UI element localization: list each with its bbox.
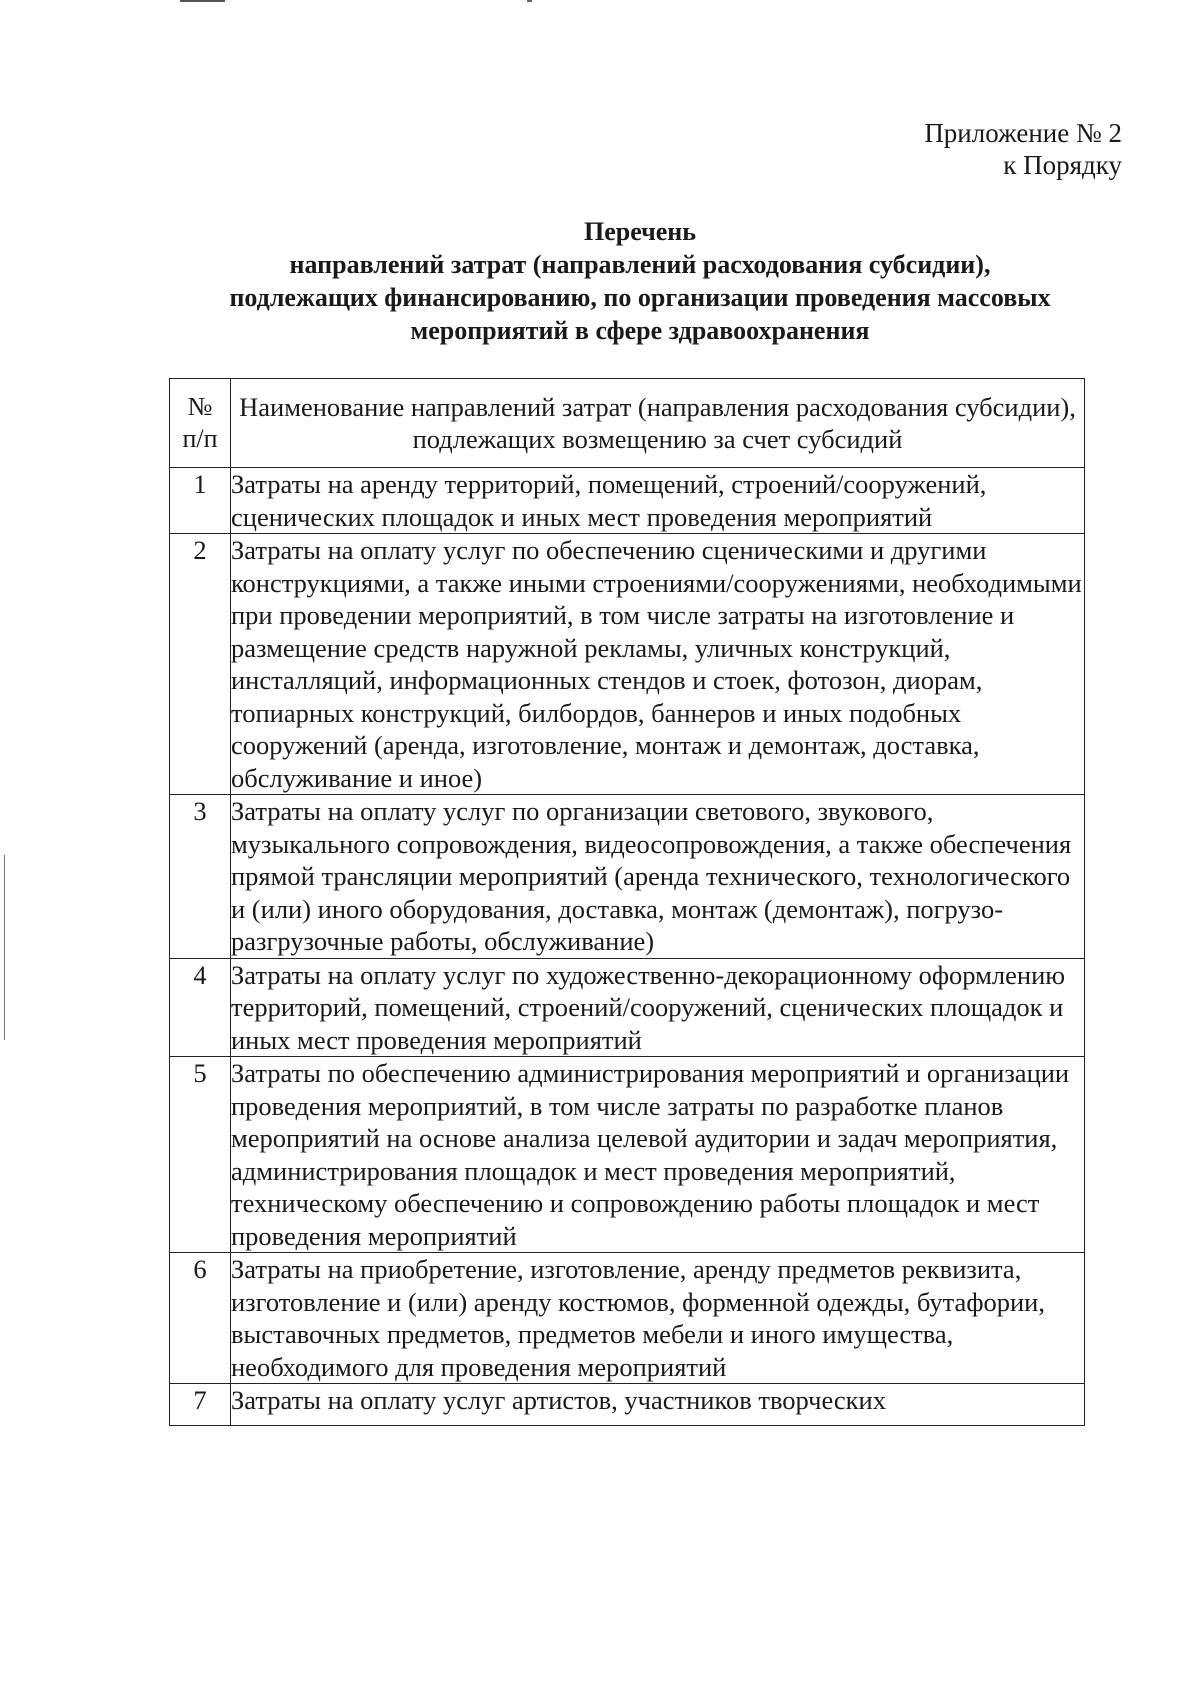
row-text: Затраты по обеспечению администрирования мероприятий и организации проведения мероприятий, в том числе затраты по разработке планов мероприятий на основе анализа целевой аудитории и задач мероприятия, администрирования площадок и мест проведения мероприятий, техническому обеспечению и сопровождению работы площадок и мест проведения мероприятий: [231, 1057, 1085, 1253]
row-text: Затраты на оплату услуг по художественно-декорационному оформлению территорий, помещений, строений/сооружений, сценических площадок и иных мест проведения мероприятий: [231, 958, 1085, 1057]
document-title: [160, 215, 1120, 347]
header-number-symbol: №: [187, 392, 213, 421]
row-text: Затраты на оплату услуг по организации светового, звукового, музыкального сопровождения, видеосопровождения, а также обеспечения прямой трансляции мероприятий (аренда технического, технологического и (или) иного оборудования, доставка, монтаж (демонтаж), погрузо-разгрузочные работы, обслуживание): [231, 795, 1085, 959]
row-text: Затраты на оплату услуг по обеспечению сценическими и другими конструкциями, а также иными строениями/сооружениями, необходимыми при проведении мероприятий, в том числе затраты на изготовление и размещение средств наружной рекламы, уличных конструкций, инсталляций, информационных стендов и стоек, фотозон, диорам, топиарных конструкций, билбордов, баннеров и иных подобных сооружений (аренда, изготовление, монтаж и демонтаж, доставка, обслуживание и иное): [231, 534, 1085, 795]
table-row: [170, 1253, 1085, 1384]
scan-artifact-edge: [4, 855, 5, 1040]
row-number: 5: [170, 1057, 231, 1253]
title-line-4: мероприятий в сфере здравоохранения: [410, 316, 870, 345]
appendix-reference: [924, 117, 1122, 181]
appendix-number: Приложение № 2: [924, 118, 1122, 148]
row-number: 6: [170, 1253, 231, 1384]
table-row: [170, 958, 1085, 1057]
title-line-2: направлений затрат (направлений расходования субсидии),: [289, 250, 991, 279]
table-row: [170, 1384, 1085, 1426]
row-number: 4: [170, 958, 231, 1057]
header-number: [170, 379, 231, 468]
row-number: 3: [170, 795, 231, 959]
header-number-abbr: п/п: [182, 424, 218, 453]
table-row: [170, 1057, 1085, 1253]
row-number: 1: [170, 468, 231, 534]
table-header-row: [170, 379, 1085, 468]
row-number: 2: [170, 534, 231, 795]
row-text: Затраты на приобретение, изготовление, аренду предметов реквизита, изготовление и (или) аренду костюмов, форменной одежды, бутафории, выставочных предметов, предметов мебели и иного имущества, необходимого для проведения мероприятий: [231, 1253, 1085, 1384]
table-row: [170, 468, 1085, 534]
header-name: Наименование направлений затрат (направления расходования субсидии), подлежащих возмещению за счет субсидий: [231, 379, 1085, 468]
table-row: [170, 795, 1085, 959]
scan-artifact-mark: [180, 0, 225, 2]
row-text: Затраты на аренду территорий, помещений, строений/сооружений, сценических площадок и иных мест проведения мероприятий: [231, 468, 1085, 534]
scan-artifact-dot: [527, 0, 532, 2]
row-number: 7: [170, 1384, 231, 1426]
cost-directions-table: [169, 378, 1085, 1426]
title-line-1: Перечень: [583, 217, 697, 246]
row-text: Затраты на оплату услуг артистов, участников творческих: [231, 1384, 1085, 1426]
appendix-order: к Порядку: [1003, 150, 1122, 180]
title-line-3: подлежащих финансированию, по организации проведения массовых: [229, 283, 1051, 312]
table-row: [170, 534, 1085, 795]
